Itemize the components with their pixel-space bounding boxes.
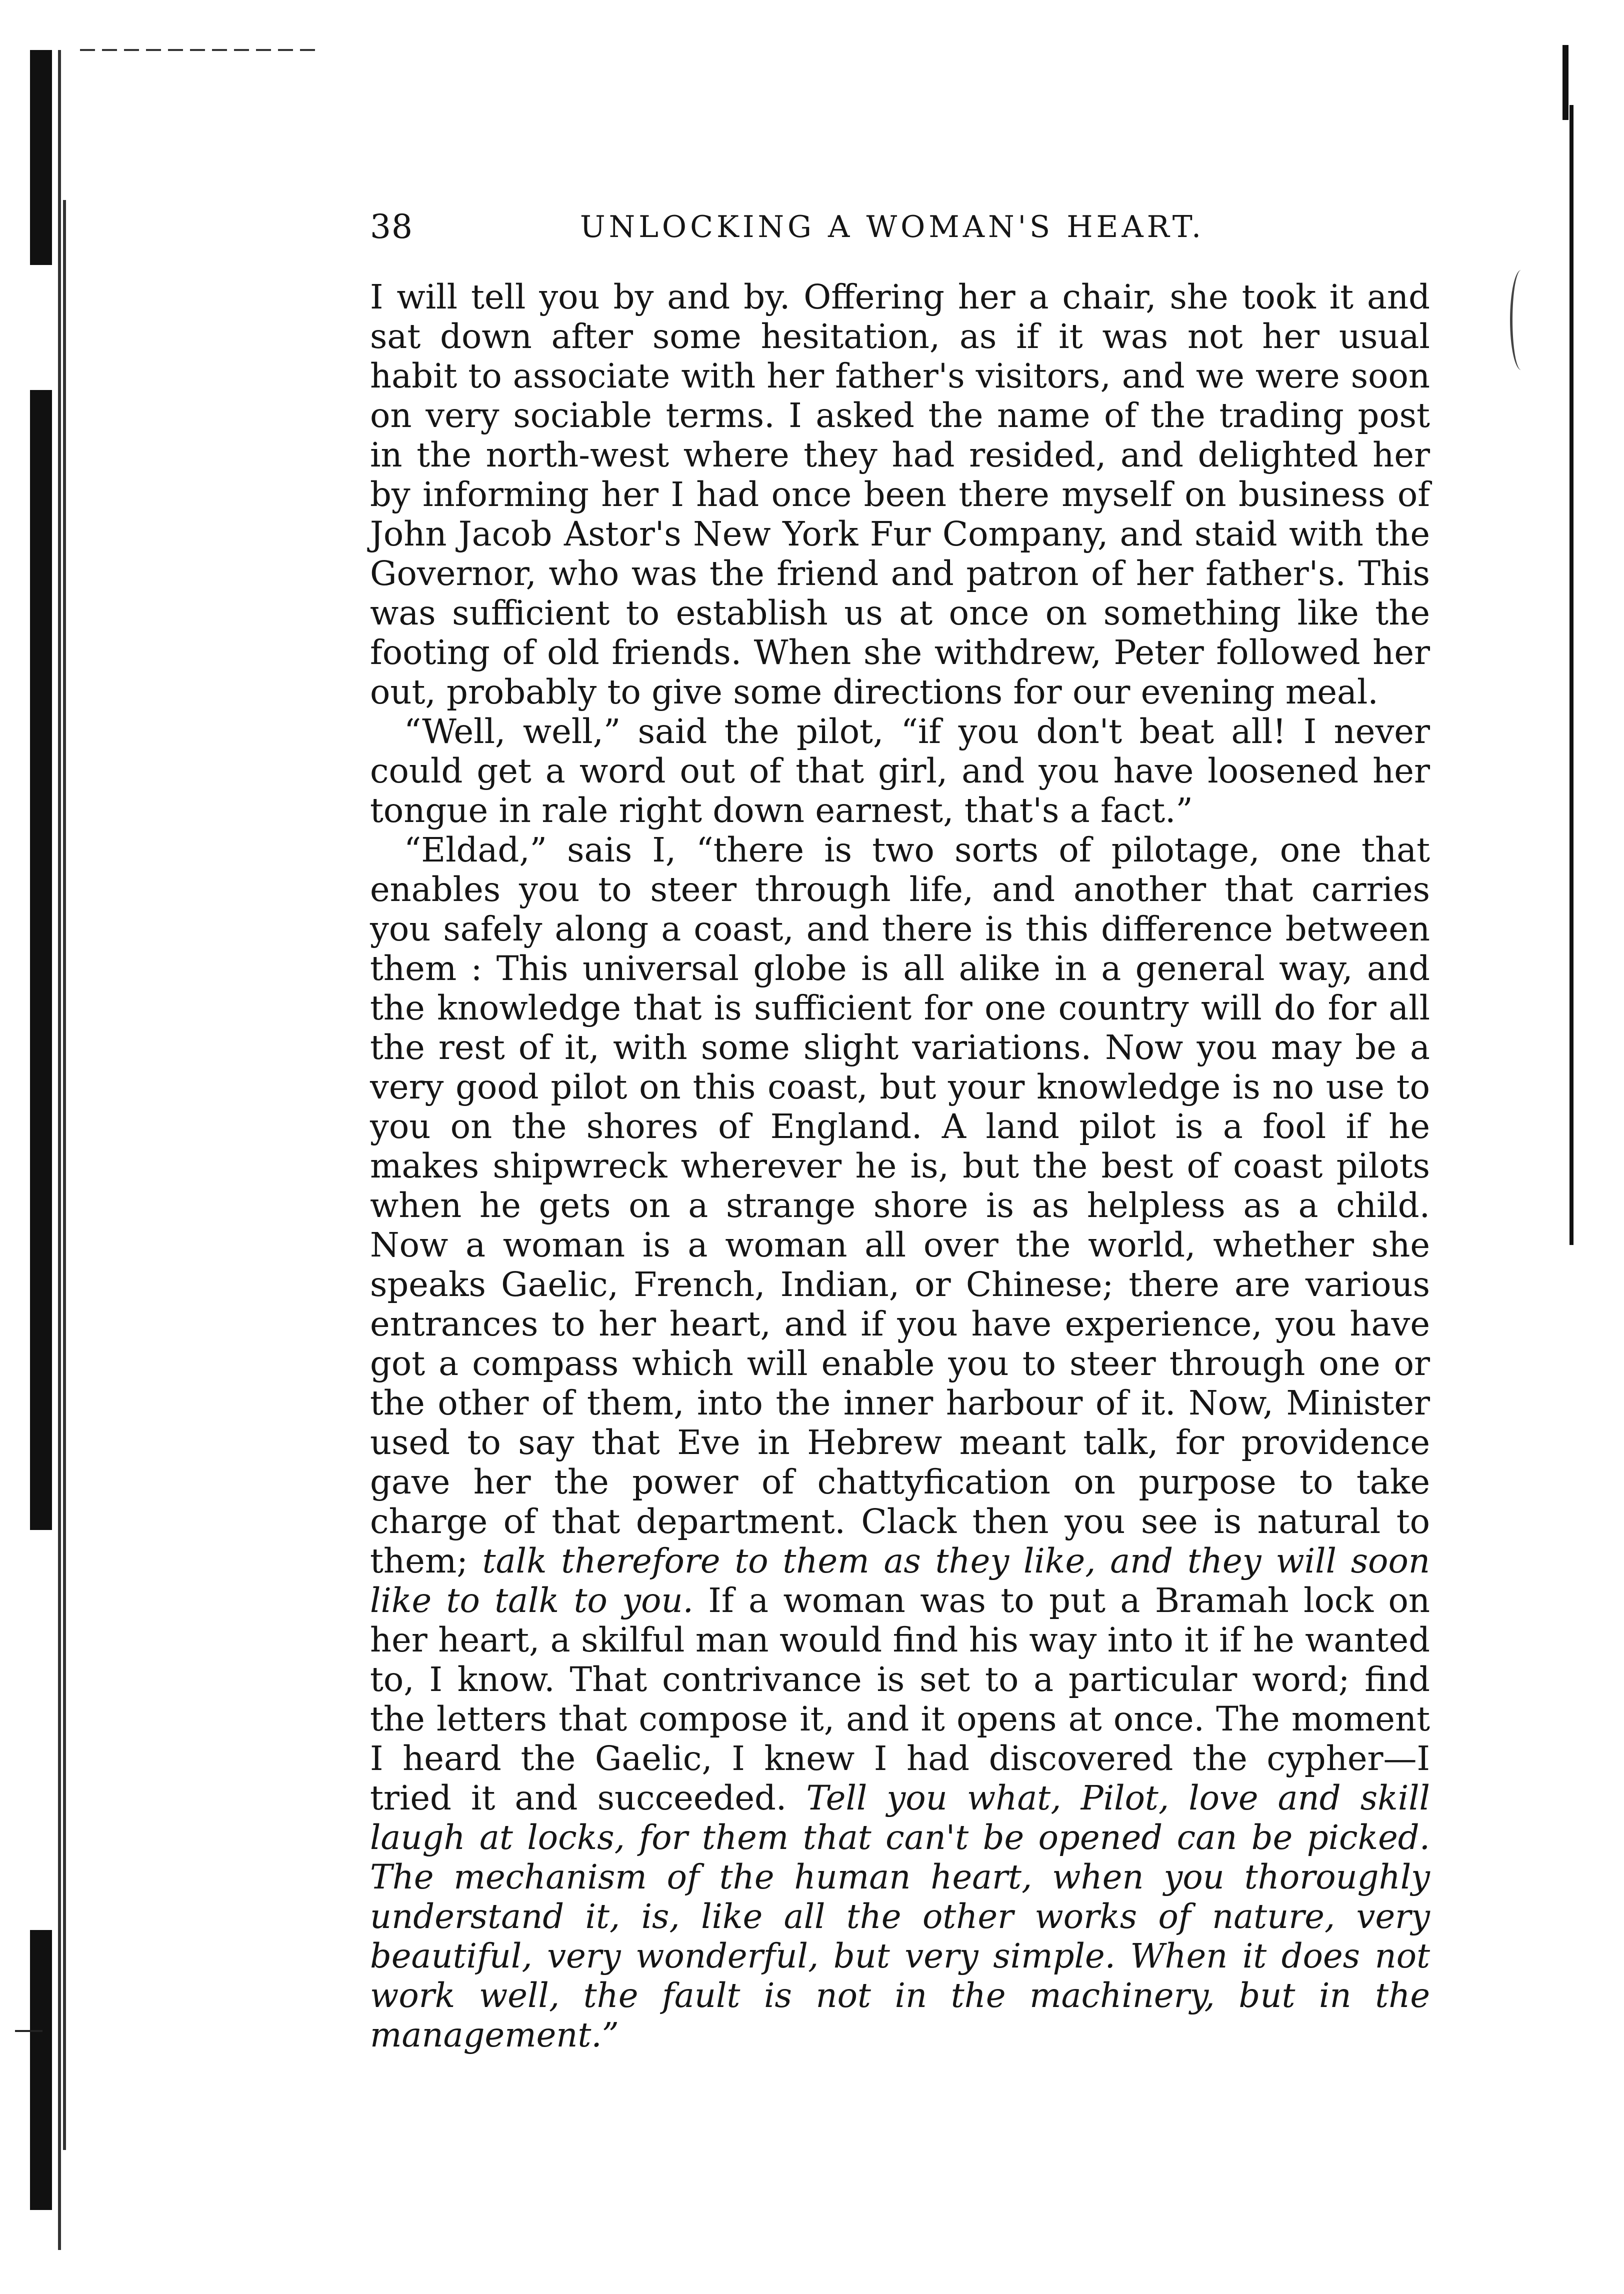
scan-top-rule xyxy=(80,49,320,51)
paragraph-3-italic-2: Tell you what, Pilot, love and skill laugh at locks, for them that can't be opened can be picked. The mechanism of the human heart, when you thoroughly understand it, is, like all the other works of nature, very beautiful, very wonderful, but very simple. When it does not work well, the fault is not in the machinery, but in the management.” xyxy=(370,1778,1430,2054)
paragraph-3 xyxy=(370,830,1430,2055)
pencil-annotation xyxy=(1510,270,1532,370)
paragraph-3-italic-1: talk therefore to them as they like, and they will soon like to talk to you. xyxy=(370,1542,1430,1620)
paragraph-2: “Well, well,” said the pilot, “if you don't beat all! I never could get a word out of that girl, and you have loosened her tongue in rale right down earnest, that's a fact.” xyxy=(370,712,1430,830)
margin-mark xyxy=(15,2030,42,2032)
scan-binding-edge-left xyxy=(30,50,52,2250)
paragraph-3-text: “Eldad,” sais I, “there is two sorts of pilotage, one that enables you to steer through life, and another that carries you safely along a coast, and there is this difference between them : This universal globe is all alike in a general way, and the knowledge that is sufficient for one country will do for all the rest of it, with some slight variations. Now you may be a very good pilot on this coast, but your knowledge is no use to you on the shores of England. A land pilot is a fool if he makes shipwreck wherever he is, but the best of coast pilots when he gets on a strange shore is as helpless as a child. Now a woman is a woman all over the world, whether she speaks Gaelic, French, Indian, or Chinese; there are various entrances to her heart, and if you have experience, you have got a compass which will enable you to steer through one or the other of them, into the inner harbour of it. Now, Minister used to say that Eve in Hebrew meant talk, for providence gave her the power of chattyfication on purpose to take charge of that department. Clack then you see is natural to them; xyxy=(370,830,1430,1580)
running-head xyxy=(370,208,1430,252)
scan-binding-edge-right xyxy=(1562,45,1582,1245)
page-number: 38 xyxy=(370,208,413,246)
body-text xyxy=(370,278,1430,2054)
running-title: UNLOCKING A WOMAN'S HEART. xyxy=(580,210,1205,244)
paragraph-1: I will tell you by and by. Offering her a chair, she took it and sat down after some hesitation, as if it was not her usual habit to associate with her father's visitors, and we were soon on very sociable terms. I asked the name of the trading post in the north-west where they had resided, and delighted her by informing her I had once been there myself on business of John Jacob Astor's New York Fur Company, and staid with the Governor, who was the friend and patron of her father's. This was sufficient to establish us at once on something like the footing of old friends. When she withdrew, Peter followed her out, probably to give some directions for our evening meal. xyxy=(370,278,1430,712)
paragraph-3-text-2: If a woman was to put a Bramah lock on her heart, a skilful man would find his way into it if he wanted to, I know. That contrivance is set to a particular word; find the letters that compose it, and it opens at once. The moment I heard the Gaelic, I knew I had discovered the cypher—I tried it and succeeded. xyxy=(370,1581,1430,1818)
